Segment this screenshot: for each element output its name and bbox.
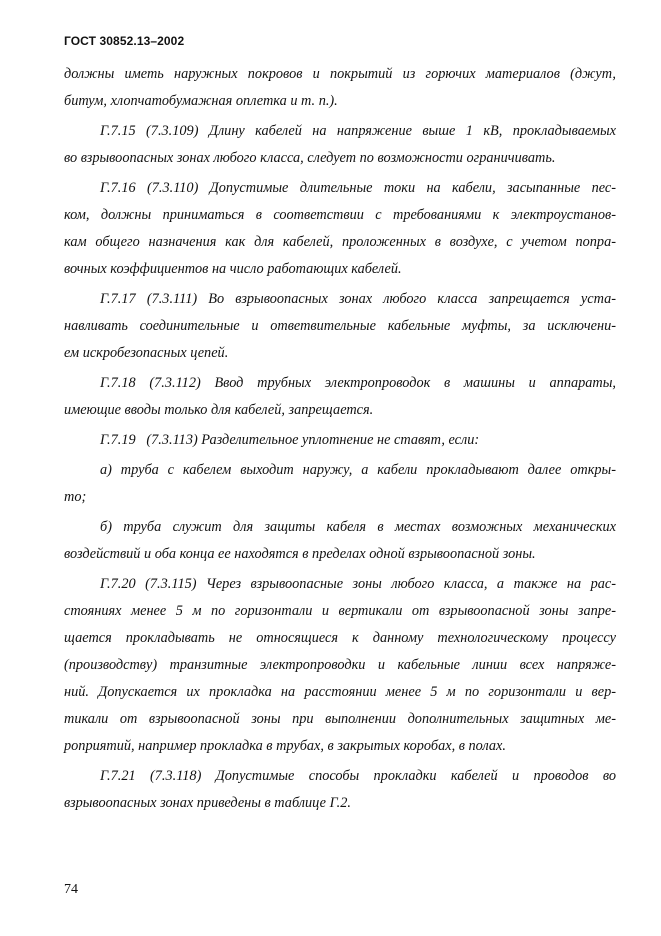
- document-body: [64, 61, 616, 817]
- text-line: Г.7.21 (7.3.118) Допустимые способы прокладки кабелей и проводов во: [100, 768, 616, 784]
- text-line: Г.7.20 (7.3.115) Через взрывоопасные зоны любого класса, а также на рас-: [100, 576, 616, 592]
- text-line: воздействий и оба конца ее находятся в пределах одной взрывоопасной зоны.: [64, 546, 536, 562]
- text-line: вочных коэффициентов на число работающих кабелей.: [64, 261, 402, 277]
- paragraph-g-7-18: [64, 370, 616, 424]
- text-line: ем искробезопасных цепей.: [64, 345, 229, 361]
- paragraph-g-7-20: [64, 571, 616, 760]
- text-line: стояниях менее 5 м по горизонтали и вертикали от взрывоопасной зоны запре-: [64, 603, 616, 619]
- text-line: тикали от взрывоопасной зоны при выполнении дополнительных защитных ме-: [64, 711, 616, 727]
- text-line: имеющие вводы только для кабелей, запрещается.: [64, 402, 374, 418]
- list-item-b: [64, 514, 616, 568]
- text-line: то;: [64, 489, 87, 505]
- text-line: Г.7.19 (7.3.113) Разделительное уплотнение не ставят, если:: [100, 432, 480, 448]
- page-number: 74: [64, 882, 78, 897]
- text-line: Г.7.15 (7.3.109) Длину кабелей на напряжение выше 1 кВ, прокладываемых: [100, 123, 616, 139]
- text-line: взрывоопасных зонах приведены в таблице Г.2.: [64, 795, 351, 811]
- text-line: ний. Допускается их прокладка на расстоянии менее 5 м по горизонтали и вер-: [64, 684, 616, 700]
- list-item-a: [64, 457, 616, 511]
- paragraph-g-7-19: [64, 427, 616, 454]
- paragraph-continuation: [64, 61, 616, 115]
- text-line: Г.7.16 (7.3.110) Допустимые длительные токи на кабели, засыпанные пес-: [100, 180, 616, 196]
- paragraph-g-7-21: [64, 763, 616, 817]
- text-line: а) труба с кабелем выходит наружу, а кабели прокладывают далее откры-: [100, 462, 616, 478]
- text-line: навливать соединительные и ответвительные кабельные муфты, за исключени-: [64, 318, 616, 334]
- text-line: во взрывоопасных зонах любого класса, следует по возможности ограничивать.: [64, 150, 556, 166]
- paragraph-g-7-16: [64, 175, 616, 283]
- document-header-code: ГОСТ 30852.13–2002: [64, 34, 185, 48]
- text-line: б) труба служит для защиты кабеля в местах возможных механических: [100, 519, 616, 535]
- text-line: Г.7.17 (7.3.111) Во взрывоопасных зонах любого класса запрещается уста-: [100, 291, 616, 307]
- text-line: Г.7.18 (7.3.112) Ввод трубных электропроводок в машины и аппараты,: [100, 375, 616, 391]
- paragraph-g-7-15: [64, 118, 616, 172]
- text-line: должны иметь наружных покровов и покрытий из горючих материалов (джут,: [64, 66, 616, 82]
- text-line: щается прокладывать не относящиеся к данному технологическому процессу: [64, 630, 616, 646]
- paragraph-g-7-17: [64, 286, 616, 367]
- text-line: кам общего назначения как для кабелей, проложенных в воздухе, с учетом попра-: [64, 234, 616, 250]
- text-line: роприятий, например прокладка в трубах, в закрытых коробах, в полах.: [64, 738, 506, 754]
- text-line: битум, хлопчатобумажная оплетка и т. п.).: [64, 93, 338, 109]
- text-line: ком, должны приниматься в соответствии с требованиями к электроустанов-: [64, 207, 616, 223]
- text-line: (производству) транзитные электропроводки и кабельные линии всех напряже-: [64, 657, 616, 673]
